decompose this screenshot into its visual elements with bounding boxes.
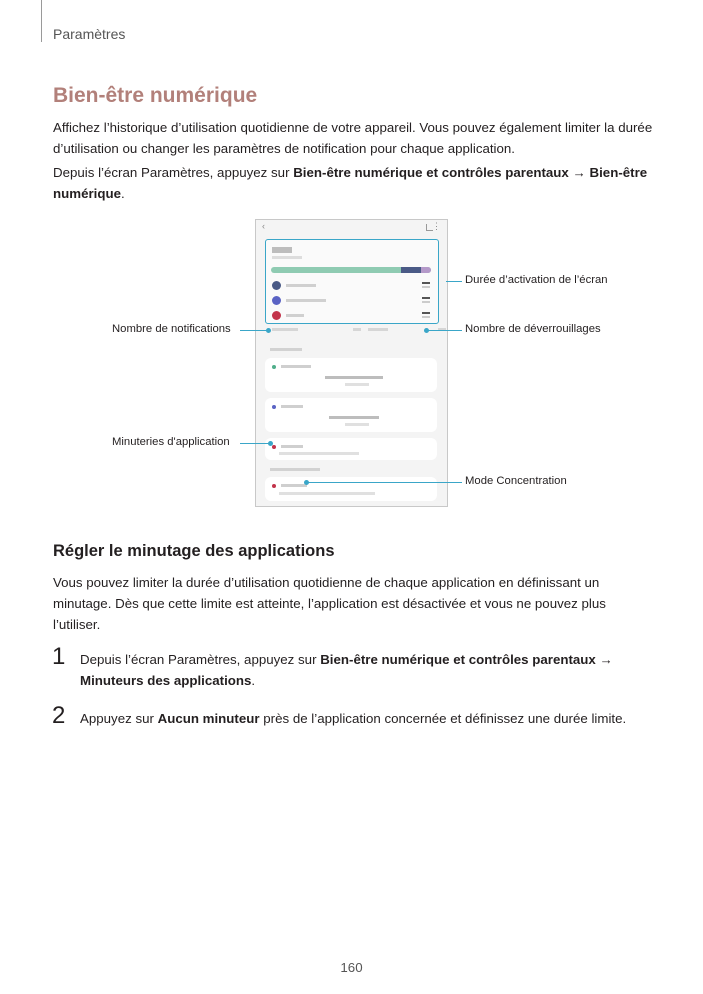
goal-icon: [272, 405, 276, 409]
app-icon: [272, 281, 281, 290]
notifications-stat: [272, 328, 298, 331]
path-arrow: →: [568, 165, 590, 180]
app-time-placeholder: [422, 282, 430, 284]
goal-icon: [272, 365, 276, 369]
section-intro: Vous pouvez limiter la durée d’utilisation quotidienne de chaque application en définissant un minutage. Dès que cette limite est atteinte, l’application est désactivée et vous ne pouvez plus l’utiliser.: [53, 575, 606, 632]
screen-time-caption: [272, 256, 302, 259]
step-bold-menu: Bien-être numérique et contrôles parentaux: [320, 652, 596, 667]
focus-mode-card: [265, 477, 437, 501]
app-name-placeholder: [286, 299, 326, 302]
app-usage-row: [272, 311, 432, 321]
callout-notifications: Nombre de notifications: [112, 323, 231, 335]
callout-line-notifications: [240, 330, 268, 331]
card-title-placeholder: [281, 365, 311, 368]
callout-dot-notifications: [266, 328, 271, 333]
callout-line-focus-mode: [308, 482, 462, 483]
app-name-placeholder: [286, 314, 304, 317]
callout-focus-mode: Mode Concentration: [465, 475, 567, 487]
section-heading-placeholder: [270, 468, 320, 471]
app-time-placeholder: [422, 297, 430, 299]
goal-card: [265, 398, 437, 432]
screen-time-value: [272, 247, 292, 253]
intro-paragraph: Affichez l’historique d’utilisation quotidienne de votre appareil. Vous pouvez également limiter la durée d’utilisation ou changer les paramètres de notification pour chaque application.: [53, 120, 653, 156]
card-title-placeholder: [281, 405, 303, 408]
app-time-placeholder: [422, 312, 430, 314]
app-time-sub-placeholder: [422, 301, 430, 303]
section-heading-placeholder: [270, 348, 302, 351]
step-text: [80, 708, 640, 729]
phone-topbar: [256, 220, 447, 234]
app-usage-row: [272, 296, 432, 306]
usage-bar: [271, 267, 431, 273]
card-sub-placeholder: [279, 492, 375, 495]
header-rule: [41, 0, 42, 42]
more-options-icon: ⋮: [432, 221, 441, 231]
callout-unlocks: Nombre de déverrouillages: [465, 323, 601, 335]
path-bold-item: Bien-être numérique: [53, 165, 648, 201]
step-number: 1: [52, 643, 66, 670]
step-arrow: →: [595, 652, 613, 667]
step-prefix: Depuis l’écran Paramètres, appuyez sur: [80, 652, 321, 667]
screen-time-dashboard: [265, 239, 439, 324]
step-bold-item: Minuteurs des applications: [80, 673, 252, 688]
card-sub-placeholder: [345, 383, 369, 386]
card-title-placeholder: [281, 445, 303, 448]
callout-dot-app-timers: [268, 441, 273, 446]
goal-card: [265, 358, 437, 392]
step-bold-option: Aucun minuteur: [157, 711, 260, 726]
callout-app-timers: Minuteries d'application: [112, 436, 230, 448]
callout-line-app-timers: [240, 443, 270, 444]
usage-bar-segment-2: [401, 267, 421, 273]
step-prefix: Appuyez sur: [80, 711, 158, 726]
app-timers-card: [265, 438, 437, 460]
navigation-path-paragraph: [53, 162, 653, 204]
notifications-unlocks-row: [268, 328, 436, 333]
card-sub-placeholder: [345, 423, 369, 426]
stat-divider: [353, 328, 361, 331]
app-time-sub-placeholder: [422, 316, 430, 318]
app-usage-row: [272, 281, 432, 291]
timer-icon: [272, 445, 276, 449]
section-title: Régler le minutage des applications: [53, 542, 335, 560]
card-value-placeholder: [325, 376, 383, 379]
card-value-placeholder: [329, 416, 379, 419]
step-number: 2: [52, 702, 66, 729]
callout-screen-time: Durée d’activation de l’écran: [465, 274, 608, 286]
callout-line-unlocks: [428, 330, 462, 331]
step-text: [80, 649, 640, 691]
app-icon: [272, 296, 281, 305]
phone-screenshot: [255, 219, 448, 507]
app-time-sub-placeholder: [422, 286, 430, 288]
card-sub-placeholder: [279, 452, 359, 455]
callout-line-screen-time: [446, 281, 462, 282]
card-title-placeholder: [281, 484, 307, 487]
unlocks-stat: [368, 328, 388, 331]
usage-bar-segment-3: [421, 267, 431, 273]
app-name-placeholder: [286, 284, 316, 287]
path-bold-menu: Bien-être numérique et contrôles parentaux: [293, 165, 569, 180]
focus-icon: [272, 484, 276, 488]
back-icon: ‹: [262, 221, 265, 231]
page-number: 160: [340, 960, 363, 975]
path-prefix: Depuis l’écran Paramètres, appuyez sur: [53, 165, 294, 180]
path-suffix: .: [120, 186, 125, 201]
app-icon: [272, 311, 281, 320]
running-header: Paramètres: [53, 26, 126, 42]
step-suffix: .: [251, 673, 256, 688]
page-title: Bien-être numérique: [53, 84, 258, 107]
step-suffix: près de l’application concernée et définissez une durée limite.: [259, 711, 627, 726]
